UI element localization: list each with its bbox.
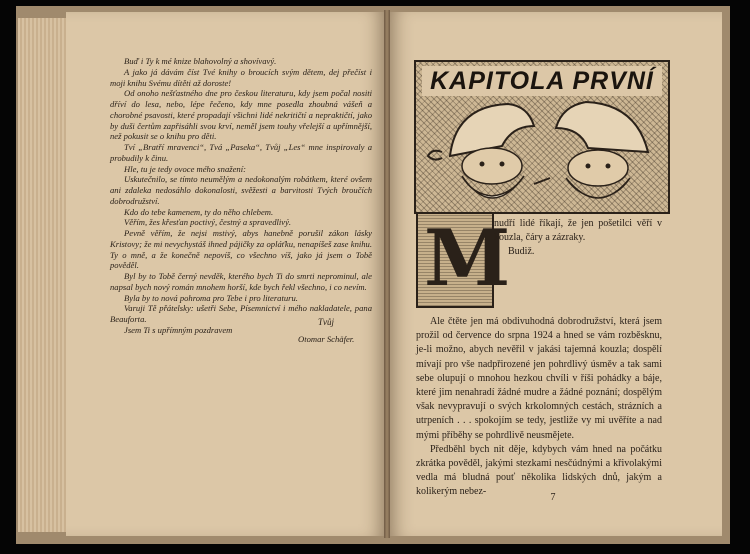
letter-paragraph: Buď i Ty k mé knize blahovolný a shovívavý.: [124, 56, 277, 66]
text-paragraph: Ale čtěte jen má obdivuhodná dobrodružství, která jsem prožil od července do srpna 1924 a hned se vám rozběsknu, je-li možno, abych nevěřil v jakási tajemná kouzla; dospělí mívají pro vše nadpřirozené jen pohrdlivý úsměv a tak sami sebe olupují o mnohou hezkou chvíli v říši pohádky a báje, které jim nenahradí žádné mudre a žádné poznání; dospělým však nevypravují o svých krkolomných cestách, strázních a utrpeních . . . spokojím se tedy, jestliže vy mi uvěříte a nad mými příběhy se pohrdlivě neusmějete.: [416, 316, 662, 441]
letter-paragraph: Varuji Tě přátelsky: ušetři Sebe, Písemnictví i mého nakladatele, pana Beauforta.: [110, 303, 372, 324]
letter-author: Otomar Schäfer.: [298, 334, 355, 344]
dedication-letter: [110, 56, 372, 336]
text-paragraph: Předběhl bych nit děje, kdybych vám hned na počátku zkrátka pověděl, jakými stezkami nesčúdnými a křivolakými vedla má bludná pouť několika lidských dnů, jakým a kolikerým nebez-: [416, 443, 662, 498]
letter-paragraph: Hle, tu je tedy ovoce mého snažení:: [124, 163, 246, 174]
left-page: [66, 12, 384, 536]
letter-paragraph: Byl by to Tobě černý nevděk, kterého bych Ti do smrti neprominul, ale napsal bych nový román mnohem horší, kde bych řekl všechno, i co nevím.: [110, 271, 372, 292]
chapter-illustration: [414, 60, 670, 214]
chapter-body-text: [416, 315, 662, 500]
letter-paragraph: Věřím, žes křesťan poctivý, čestný a spravedlivý.: [124, 217, 292, 228]
right-page: [390, 12, 722, 536]
gnome-illustration: [416, 96, 668, 212]
text-paragraph: nudří lidé říkají, že jen pošetilci věří v kouzla, čáry a zázraky.: [494, 218, 662, 244]
chapter-title: KAPITOLA PRVNÍ: [422, 66, 662, 96]
drop-cap: M: [424, 213, 511, 304]
drop-cap-frame: [416, 212, 511, 308]
letter-paragraph: Pevně věřím, že nejsi mstivý, abys hanebně porušil zákon lásky Kristovy; že mi nevychystáš ihned pájičky za opláťku, nenapíšeš zase knihu. Ty o mně, a že konečně nepovíš, co všechno víš, jako já jsem o Tobě pověděl.: [110, 228, 372, 271]
letter-paragraph: Tví „Bratří mravenci“, Tvá „Paseka“, Tvůj „Les“ mne inspirovaly a probudily k činu.: [110, 142, 372, 163]
page-number: 7: [550, 492, 556, 503]
text-paragraph: Budiž.: [508, 246, 535, 258]
letter-paragraph: Od onoho nešťastného dne pro českou literaturu, kdy jsem počal nositi dříví do lesa, nebo, lépe řečeno, kdy mne posedla zhoubná vášeň a chorobné psavosti, které propadají všichni lidé nekritičtí a nepraktičtí, jako by duši čertům zapřisáhli svou krví, neměl jsem touhy vřelejší a upřímnější, než pokusit se o knihu pro děti.: [110, 88, 372, 142]
letter-paragraph: A jako já dávám číst Tvé knihy o broucích svým dětem, dej přečíst i moji knihu Svému dítěti až doroste!: [110, 66, 372, 88]
letter-paragraph: Kdo do tebe kamenem, ty do něho chlebem.: [124, 206, 274, 217]
letter-paragraph: Byla by to nová pohroma pro Tebe i pro literaturu.: [124, 292, 298, 303]
page-edges: [18, 18, 66, 532]
letter-closing: Tvůj: [318, 317, 335, 327]
letter-paragraph: Uskutečnilo, se tímto neumělým a nedokonalým robátkem, které ovšem ani zdaleka nedosáhlo dokonalosti, svěžesti a barvitosti Tvých broučích dobrodružství.: [110, 174, 372, 206]
chapter-opening-text: [494, 217, 662, 260]
letter-paragraph: Jsem Ti s upřímným pozdravem: [124, 324, 233, 335]
